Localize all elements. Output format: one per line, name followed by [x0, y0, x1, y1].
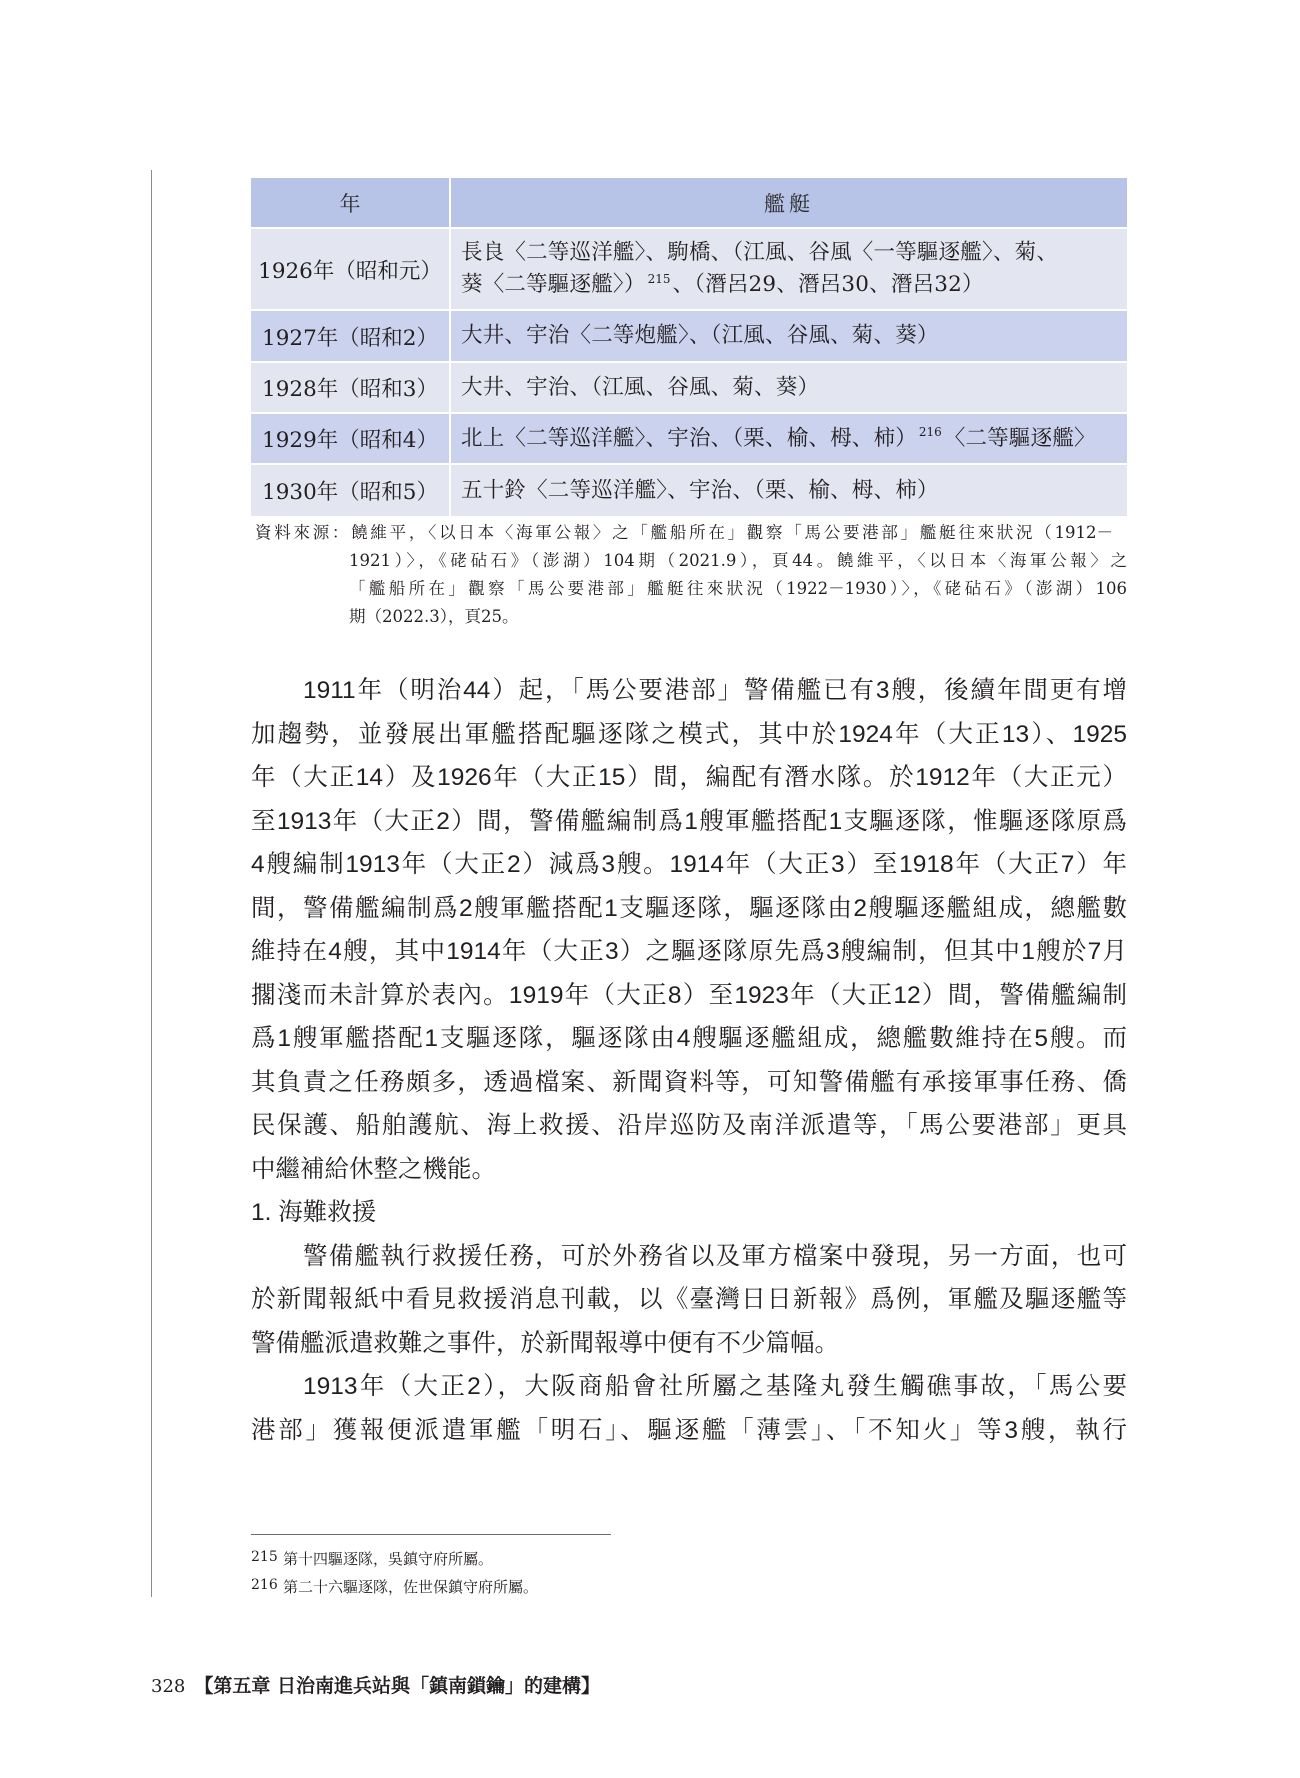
paragraph-3-line: 1913年（大正2），大阪商船會社所屬之基隆丸發生觸礁事故，「馬公要 — [303, 1373, 1127, 1400]
ships-text: 〈二等驅逐艦〉 — [943, 425, 1096, 451]
paragraph-1-line: 4艘編制1913年（大正2）減爲3艘。1914年（大正3）至1918年（大正7）年 — [251, 851, 1127, 878]
row-year: 1928年（昭和3） — [251, 363, 451, 412]
paragraph-1-line: 其負責之任務頗多，透過檔案、新聞資料等，可知警備艦有承接軍事任務、僑 — [251, 1068, 1127, 1096]
paragraph-2-line: 於新聞報紙中看見救援消息刊載，以《臺灣日日新報》爲例，軍艦及驅逐艦等 — [251, 1286, 1127, 1313]
paragraph-3-line: 港部」獲報便派遣軍艦「明石」、驅逐艦「薄雲」、「不知火」等3艘，執行 — [251, 1416, 1127, 1444]
paragraph-1-line: 加趨勢，並發展出軍艦搭配驅逐隊之模式，其中於1924年（大正13）、1925 — [251, 720, 1127, 748]
table-row — [251, 361, 1127, 412]
ships-text: 葵〈二等驅逐艦〉） — [461, 272, 646, 297]
paragraph-2-line: 警備艦執行救援任務，可於外務省以及軍方檔案中發現，另一方面，也可 — [303, 1242, 1127, 1270]
row-year: 1927年（昭和2） — [251, 311, 451, 361]
paragraph-1-line: 維持在4艘，其中1914年（大正3）之驅逐隊原先爲3艘編制，但其中1艘於7月 — [251, 938, 1127, 965]
table-row — [251, 463, 1127, 516]
source-note-line: 資料來源：饒維平，〈以日本〈海軍公報〉之「艦船所在」觀察「馬公要港部」艦艇往來狀況（1912－ — [255, 523, 1113, 542]
ships-line — [461, 423, 1121, 455]
footnote-text: 第二十六驅逐隊，佐世保鎮守府所屬。 — [283, 1579, 539, 1596]
header-ships: 艦艇 — [764, 192, 814, 216]
row-ships — [451, 414, 1127, 463]
footnote — [251, 1547, 493, 1573]
row-ships — [451, 311, 1127, 361]
ships-line: 大井、宇治、（江風、谷風、菊、葵） — [461, 374, 820, 400]
footnote-number: 216 — [251, 1577, 278, 1593]
table-header-row — [251, 178, 1127, 227]
paragraph-1-line: 民保護、船舶護航、海上救援、沿岸巡防及南洋派遣等，「馬公要港部」更具 — [251, 1112, 1127, 1139]
table-source-note — [255, 519, 1127, 631]
ships-line — [461, 269, 1121, 301]
row-year: 1926年（昭和元） — [251, 229, 451, 309]
ships-line: 大井、宇治〈二等炮艦〉、（江風、谷風、菊、葵） — [461, 323, 939, 348]
paragraph-1-line: 爲1艘軍艦搭配1支驅逐隊，驅逐隊由4艘驅逐艦組成，總艦數維持在5艘。而 — [251, 1025, 1127, 1052]
source-note-line: 期（2022.3），頁25。 — [349, 607, 519, 626]
section-heading: 1. 海難救援 — [251, 1199, 377, 1226]
footnote-text: 第十四驅逐隊，吳鎮守府所屬。 — [283, 1551, 494, 1568]
paragraph-1-line: 至1913年（大正2）間，警備艦編制爲1艘軍艦搭配1支驅逐隊，惟驅逐隊原爲 — [251, 807, 1127, 835]
margin-rule — [151, 170, 152, 1597]
table-row — [251, 227, 1127, 309]
row-ships — [451, 465, 1127, 516]
footnote-ref: 215 — [647, 271, 671, 286]
paragraph-1-line: 中繼補給休整之機能。 — [251, 1155, 496, 1183]
header-year: 年 — [251, 178, 451, 227]
footnote-ref: 216 — [918, 425, 942, 440]
table-row — [251, 309, 1127, 361]
body-text — [251, 669, 1127, 1452]
row-year: 1929年（昭和4） — [251, 414, 451, 463]
page-number: 328 — [151, 1676, 186, 1697]
warship-table — [251, 178, 1127, 516]
table-row — [251, 412, 1127, 463]
paragraph-1-line: 1911年（明治44）起，「馬公要港部」警備艦已有3艘，後續年間更有增 — [303, 677, 1127, 704]
footnote-divider — [251, 1534, 611, 1535]
paragraph-1-line: 擱淺而未計算於表內。1919年（大正8）至1923年（大正12）間，警備艦編制 — [251, 981, 1127, 1009]
paragraph-1-line: 年（大正14）及1926年（大正15）間，編配有潛水隊。於1912年（大正元） — [251, 764, 1127, 791]
running-head: 【第五章 日治南進兵站與「鎮南鎖鑰」的建構】 — [194, 1675, 600, 1697]
page-footer — [151, 1671, 600, 1701]
source-note-line: 「艦船所在」觀察「馬公要港部」艦艇往來狀況（1922－1930）〉，《硓砧石》（澎湖）106 — [349, 579, 1127, 598]
paragraph-2-line: 警備艦派遣救難之事件，於新聞報導中便有不少篇幅。 — [251, 1329, 839, 1357]
row-ships — [451, 229, 1127, 309]
footnote-number: 215 — [251, 1549, 278, 1565]
ships-line: 五十鈴〈二等巡洋艦〉、宇治、（栗、榆、栂、柿） — [461, 477, 939, 503]
ships-line: 長良〈二等巡洋艦〉、駒橋、（江風、谷風〈一等驅逐艦〉、菊、 — [461, 240, 1059, 265]
row-ships — [451, 363, 1127, 412]
ships-text: 北上〈二等巡洋艦〉、宇治、（栗、榆、栂、柿） — [461, 425, 917, 451]
source-note-line: 1921）〉，《硓砧石》（澎湖）104期（2021.9），頁44。饒維平，〈以日本〈海軍公報〉之 — [349, 551, 1127, 570]
ships-text: 、（潛呂29、潛呂30、潛呂32） — [672, 272, 984, 297]
row-year: 1930年（昭和5） — [251, 465, 451, 516]
paragraph-1-line: 間，警備艦編制爲2艘軍艦搭配1支驅逐隊，驅逐隊由2艘驅逐艦組成，總艦數 — [251, 894, 1127, 922]
footnote — [251, 1575, 538, 1601]
